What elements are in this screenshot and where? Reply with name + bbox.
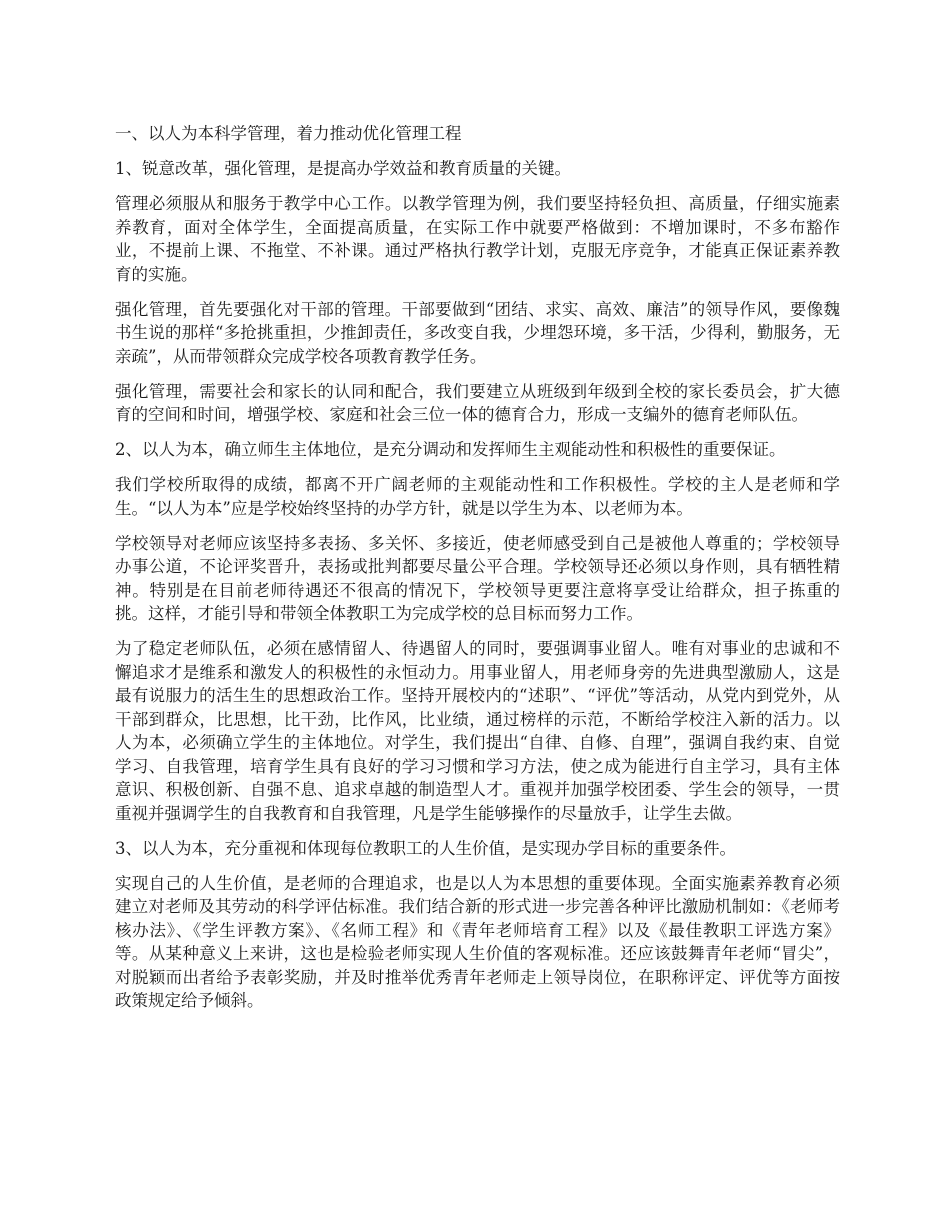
- body-paragraph: 为了稳定老师队伍，必须在感情留人、待遇留人的同时，要强调事业留人。唯有对事业的忠诚和不懈追求才是维系和激发人的积极性的永恒动力。用事业留人，用老师身旁的先进典型激励人，这是最有说服力的活生生的思想政治工作。坚持开展校内的“述职”、“评优”等活动，从党内到党外，从干部到群众，比思想，比干劲，比作风，比业绩，通过榜样的示范，不断给学校注入新的活力。以人为本，必须确立学生的主体地位。对学生，我们提出“自律、自修、自理”，强调自我约束、自觉学习、自我管理，培育学生具有良好的学习习惯和学习方法，使之成为能进行自主学习，具有主体意识、积极创新、自强不息、追求卓越的制造型人才。重视并加强学校团委、学生会的领导，一贯重视并强调学生的自我教育和自我管理，凡是学生能够操作的尽量放手，让学生去做。: [115, 639, 840, 823]
- body-paragraph: 我们学校所取得的成绩，都离不开广阔老师的主观能动性和工作积极性。学校的主人是老师和学生。“以人为本”应是学校始终坚持的办学方针，就是以学生为本、以老师为本。: [115, 475, 840, 518]
- body-paragraph: 学校领导对老师应该坚持多表扬、多关怀、多接近，使老师感受到自己是被他人尊重的；学校领导办事公道，不论评奖晋升，表扬或批判都要尽量公平合理。学校领导还必须以身作则，具有牺牲精神。特别是在目前老师待遇还不很高的情况下，学校领导更要注意将享受让给群众，担子拣重的挑。这样，才能引导和带领全体教职工为完成学校的总目标而努力工作。: [115, 533, 840, 623]
- subsection-heading-1: 1、锐意改革，强化管理，是提高办学效益和教育质量的关键。: [115, 159, 571, 178]
- body-paragraph: 实现自己的人生价值，是老师的合理追求，也是以人为本思想的重要体现。全面实施素养教育必须建立对老师及其劳动的科学评估标准。我们结合新的形式进一步完善各种评比激励机制如：《老师考核办法》、《学生评教方案》、《名师工程》和《青年老师培育工程》以及《最佳教职工评选方案》等。从某种意义上来讲，这也是检验老师实现人生价值的客观标准。还应该鼓舞青年老师“冒尖”，对脱颖而出者给予表彰奖励，并及时推举优秀青年老师走上领导岗位，在职称评定、评优等方面按政策规定给予倾斜。: [115, 873, 840, 1010]
- body-paragraph: 强化管理，首先要强化对干部的管理。干部要做到“团结、求实、高效、廉洁”的领导作风，要像魏书生说的那样“多抢挑重担，少推卸责任，多改变自我，少埋怨环境，多干活，少得利，勤服务，无亲疏”，从而带领群众完成学校各项教育教学任务。: [115, 299, 840, 366]
- document-page: [115, 122, 840, 1024]
- subsection-heading-2: 2、以人为本，确立师生主体地位，是充分调动和发挥师生主观能动性和积极性的重要保证。: [115, 440, 786, 459]
- section-heading: 一、以人为本科学管理，着力推动优化管理工程: [115, 124, 462, 143]
- body-paragraph: 强化管理，需要社会和家长的认同和配合，我们要建立从班级到年级到全校的家长委员会，扩大德育的空间和时间，增强学校、家庭和社会三位一体的德育合力，形成一支编外的德育老师队伍。: [115, 381, 840, 424]
- body-paragraph: 管理必须服从和服务于教学中心工作。以教学管理为例，我们要坚持轻负担、高质量，仔细实施素养教育，面对全体学生，全面提高质量，在实际工作中就要严格做到：不增加课时，不多布豁作业，不提前上课、不拖堂、不补课。通过严格执行教学计划，克服无序竞争，才能真正保证素养教育的实施。: [115, 194, 840, 284]
- subsection-heading-3: 3、以人为本，充分重视和体现每位教职工的人生价值，是实现办学目标的重要条件。: [115, 838, 736, 858]
